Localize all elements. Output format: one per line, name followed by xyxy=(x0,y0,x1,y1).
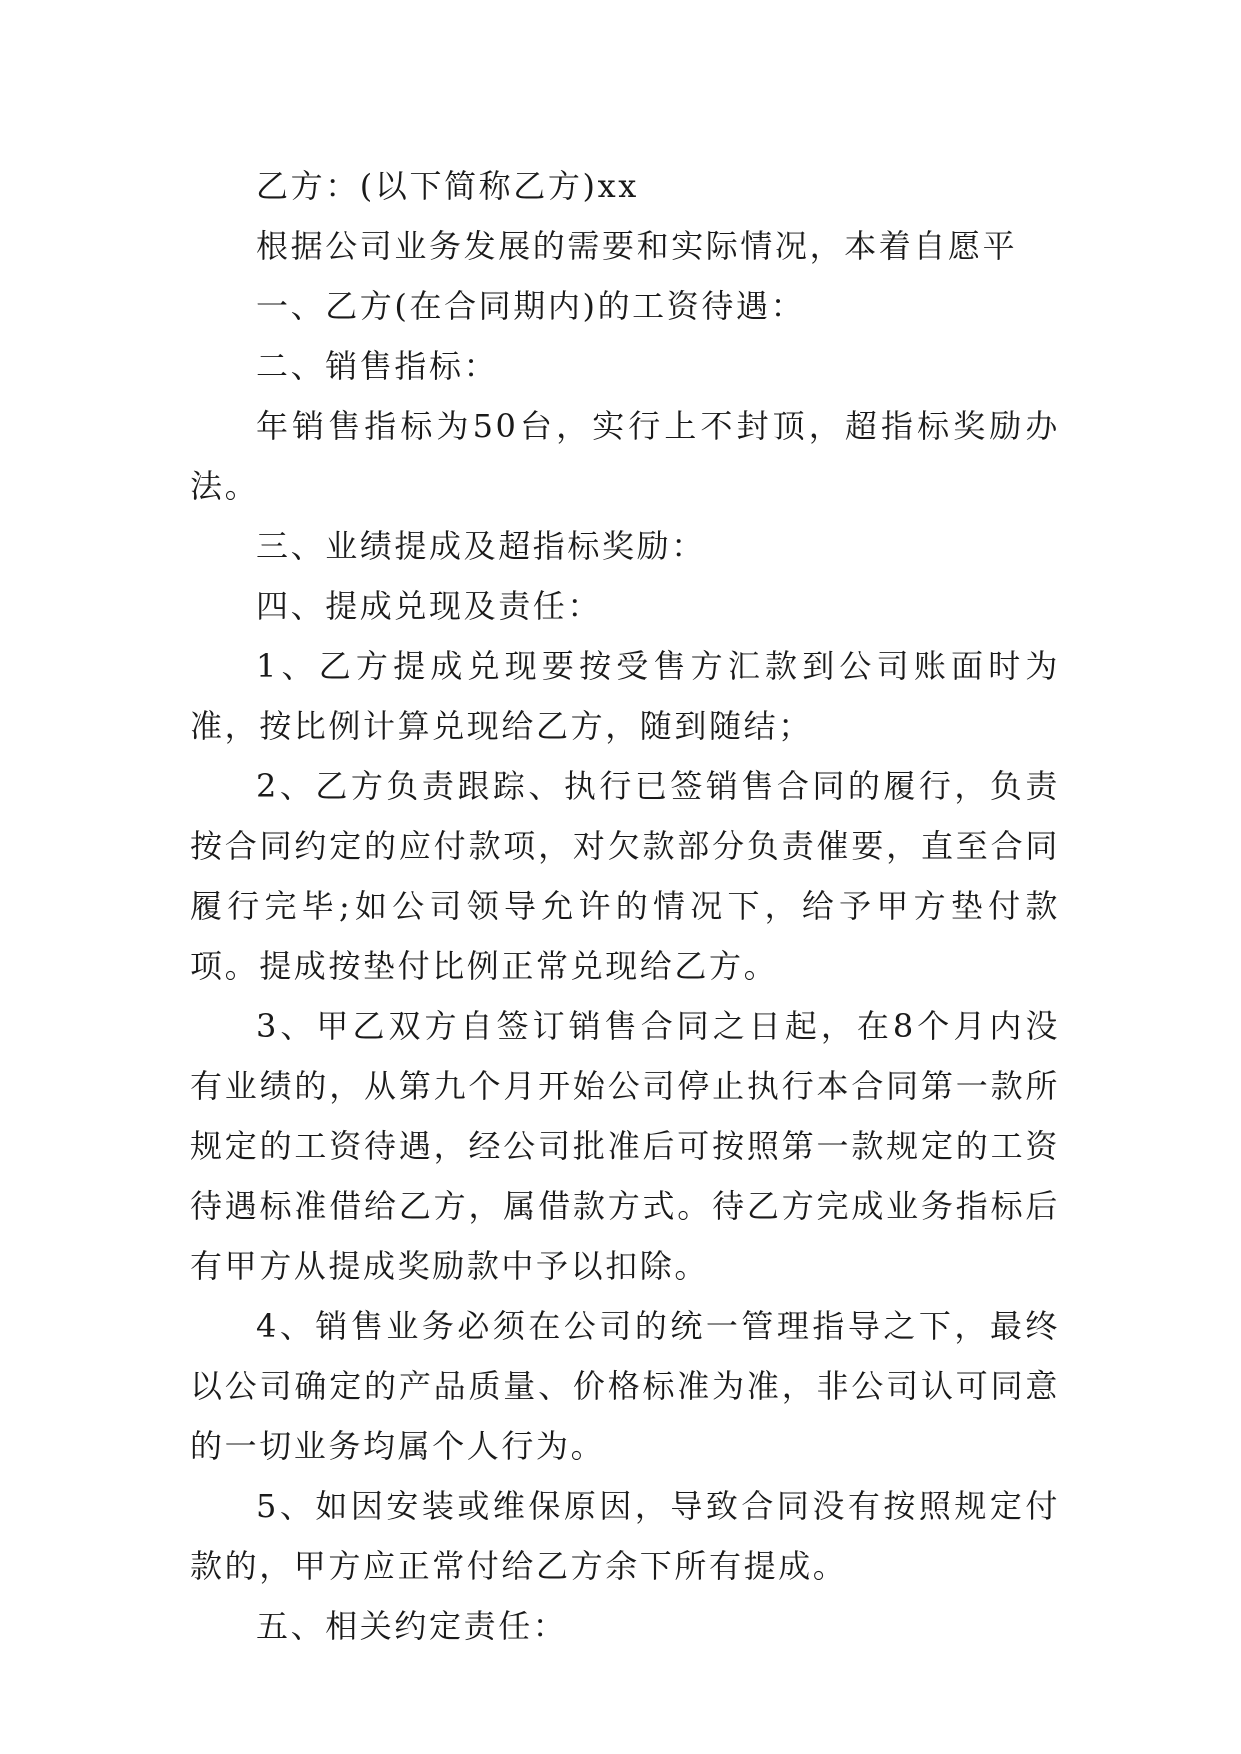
heading-salary: 一、乙方(在合同期内)的工资待遇： xyxy=(256,287,806,325)
heading-sales-target: 二、销售指标： xyxy=(256,347,499,385)
clause-3: 3、甲乙双方自签订销售合同之日起，在8个月内没有业绩的，从第九个月开始公司停止执行本合同第一款所规定的工资待遇，经公司批准后可按照第一款规定的工资待遇标准借给乙方，属借款方式。待乙方完成业务指标后有甲方从提成奖励款中予以扣除。 xyxy=(190,1007,1060,1285)
clause-4: 4、销售业务必须在公司的统一管理指导之下，最终以公司确定的产品质量、价格标准为准，非公司认可同意的一切业务均属个人行为。 xyxy=(190,1307,1060,1465)
document-body xyxy=(190,156,1060,1656)
clause-5: 5、如因安装或维保原因，导致合同没有按照规定付款的，甲方应正常付给乙方余下所有提成。 xyxy=(190,1487,1060,1585)
heading-responsibilities: 五、相关约定责任： xyxy=(256,1607,568,1645)
paragraph-party-b: 乙方：(以下简称乙方)xx xyxy=(256,167,639,205)
heading-commission-payout: 四、提成兑现及责任： xyxy=(256,587,603,625)
heading-commission: 三、业绩提成及超指标奖励： xyxy=(256,527,706,565)
clause-1: 1、乙方提成兑现要按受售方汇款到公司账面时为准，按比例计算兑现给乙方，随到随结； xyxy=(190,647,1060,745)
paragraph-sales-target: 年销售指标为50台，实行上不封顶，超指标奖励办法。 xyxy=(190,407,1060,505)
clause-2: 2、乙方负责跟踪、执行已签销售合同的履行，负责按合同约定的应付款项，对欠款部分负责催要，直至合同履行完毕;如公司领导允许的情况下，给予甲方垫付款项。提成按垫付比例正常兑现给乙方。 xyxy=(190,767,1060,985)
paragraph-preamble: 根据公司业务发展的需要和实际情况，本着自愿平 xyxy=(256,227,1018,265)
